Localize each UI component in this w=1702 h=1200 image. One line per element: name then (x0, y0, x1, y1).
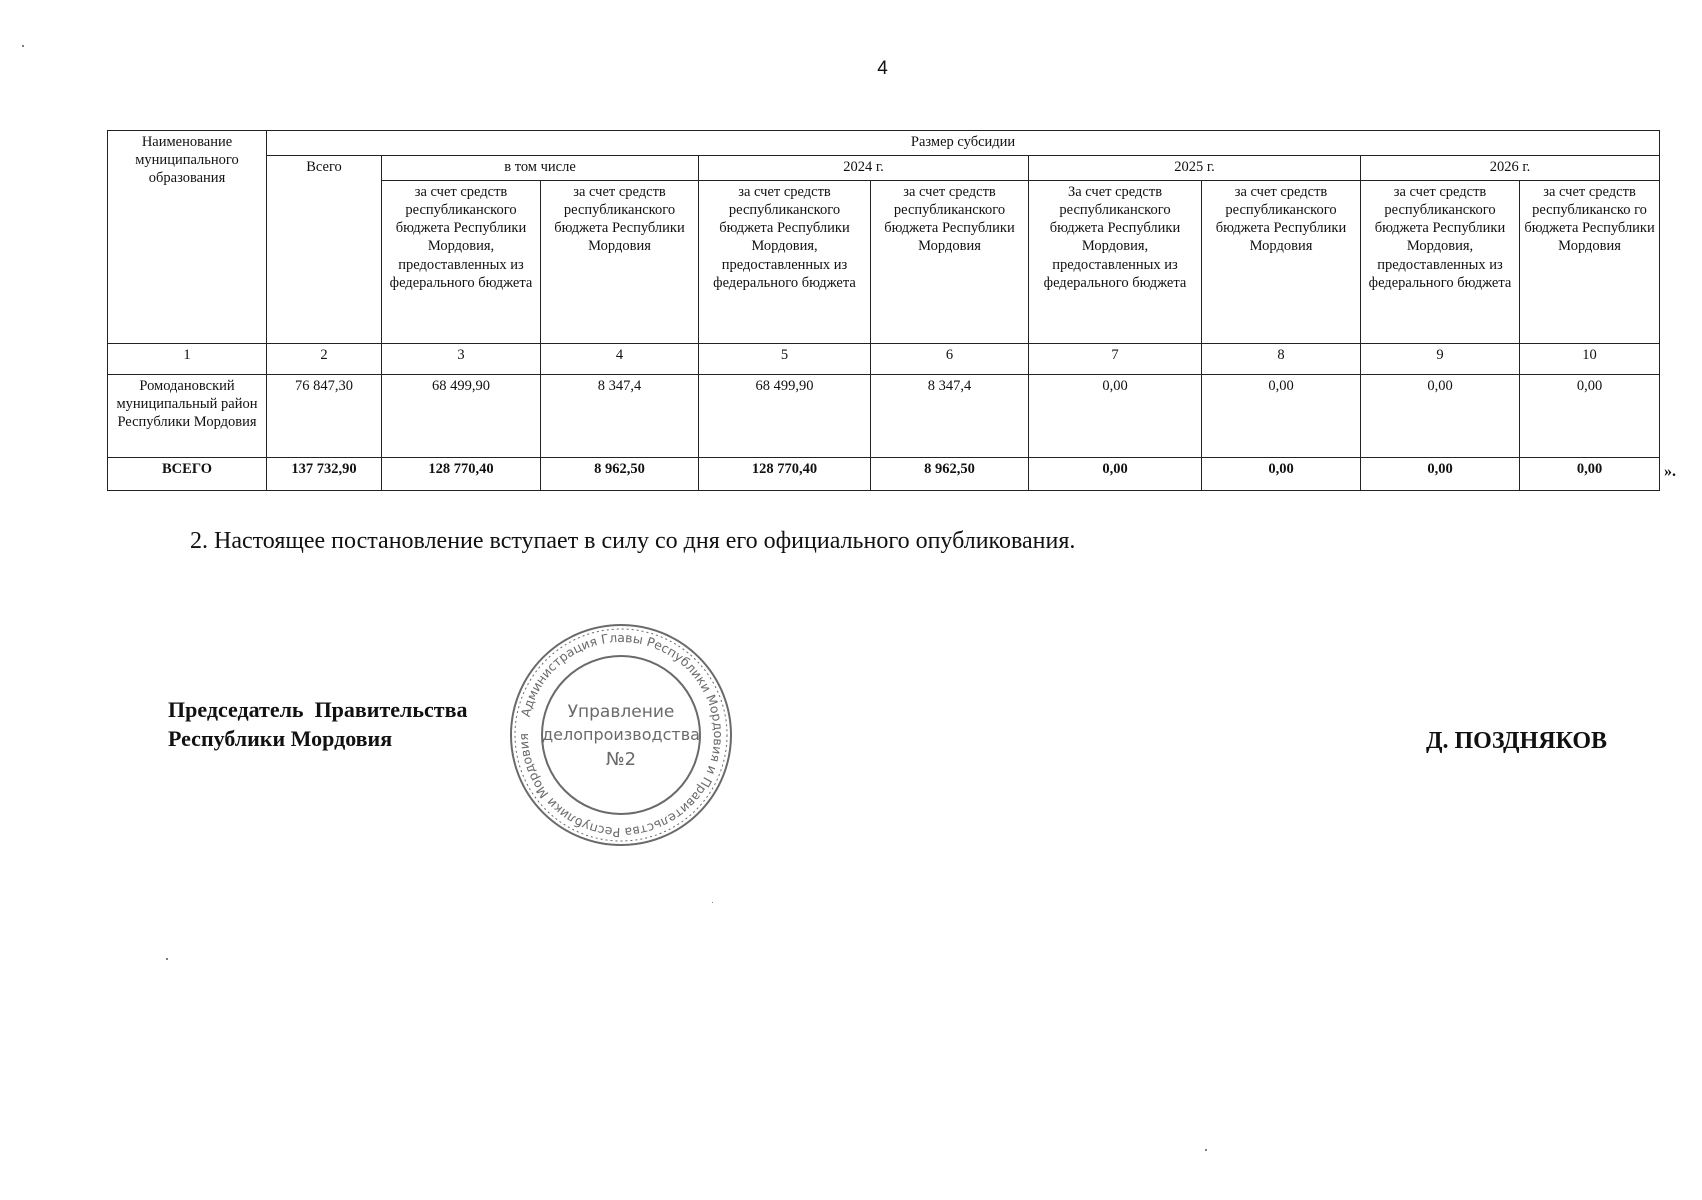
header-subcol: за счет средств республиканско го бюджета Республики Мордовия (1520, 181, 1660, 344)
total-label: ВСЕГО (108, 458, 267, 491)
scan-speck (1205, 1149, 1207, 1151)
column-number: 8 (1202, 344, 1361, 375)
total-cell: 0,00 (1361, 458, 1520, 491)
subsidy-table (107, 130, 1660, 491)
header-subcol: за счет средств республиканского бюджета Республики Мордовия, предоставленных из федерального бюджета (382, 181, 541, 344)
header-total: Всего (267, 156, 382, 344)
header-subcol: За счет средств республиканского бюджета Республики Мордовия, предоставленных из федерального бюджета (1029, 181, 1202, 344)
total-cell: 0,00 (1202, 458, 1361, 491)
signer-name: Д. ПОЗДНЯКОВ (1426, 728, 1608, 754)
table-cell: 0,00 (1361, 375, 1520, 458)
header-subcol: за счет средств республиканского бюджета Республики Мордовия (871, 181, 1029, 344)
total-cell: 0,00 (1029, 458, 1202, 491)
header-including: в том числе (382, 156, 699, 181)
header-subcol: за счет средств республиканского бюджета Республики Мордовия, предоставленных из федерального бюджета (1361, 181, 1520, 344)
table-cell: 68 499,90 (382, 375, 541, 458)
header-subcol: за счет средств республиканского бюджета Республики Мордовия, предоставленных из федерального бюджета (699, 181, 871, 344)
seal-line-1: Управление (567, 702, 675, 722)
table-cell: 0,00 (1202, 375, 1361, 458)
total-cell: 137 732,90 (267, 458, 382, 491)
closing-quote-mark: ». (1664, 463, 1676, 480)
signer-title-line-2: Республики Мордовия (168, 725, 393, 751)
signer-title-line-1: Председатель Правительства (168, 697, 468, 722)
column-number: 6 (871, 344, 1029, 375)
total-cell: 8 962,50 (541, 458, 699, 491)
total-cell: 8 962,50 (871, 458, 1029, 491)
table-cell: 8 347,4 (541, 375, 699, 458)
total-cell: 128 770,40 (382, 458, 541, 491)
seal-outer-text: Администрация Главы Республики Мордовия и Правительства Республики Мордовия (515, 629, 727, 841)
table-cell: 76 847,30 (267, 375, 382, 458)
header-year-2026: 2026 г. (1361, 156, 1660, 181)
column-number: 4 (541, 344, 699, 375)
page-number: 4 (877, 58, 888, 79)
scan-speck (166, 958, 168, 960)
header-municipality: Наименование муниципального образования (108, 131, 267, 344)
total-cell: 0,00 (1520, 458, 1660, 491)
table-cell: 0,00 (1029, 375, 1202, 458)
table-cell: 68 499,90 (699, 375, 871, 458)
table-cell: 8 347,4 (871, 375, 1029, 458)
total-cell: 128 770,40 (699, 458, 871, 491)
column-number: 3 (382, 344, 541, 375)
seal-line-2: делопроизводства (542, 725, 700, 744)
column-number: 2 (267, 344, 382, 375)
header-subsidy-size: Размер субсидии (267, 131, 1660, 156)
column-number: 9 (1361, 344, 1520, 375)
column-number-row (108, 344, 1660, 375)
column-number: 10 (1520, 344, 1660, 375)
official-seal (508, 622, 734, 848)
header-subcol: за счет средств республиканского бюджета Республики Мордовия (1202, 181, 1361, 344)
seal-line-3: №2 (605, 749, 637, 770)
municipality-name: Ромодановский муниципальный район Республики Мордовия (108, 375, 267, 458)
header-subcol: за счет средств республиканского бюджета Республики Мордовия (541, 181, 699, 344)
clause-text: 2. Настоящее постановление вступает в силу со дня его официального опубликования. (190, 528, 1076, 554)
header-year-2025: 2025 г. (1029, 156, 1361, 181)
table-cell: 0,00 (1520, 375, 1660, 458)
total-row (108, 458, 1660, 491)
scan-speck (22, 45, 24, 47)
column-number: 7 (1029, 344, 1202, 375)
scan-speck (712, 902, 713, 903)
signer-title (168, 696, 467, 753)
column-number: 5 (699, 344, 871, 375)
header-year-2024: 2024 г. (699, 156, 1029, 181)
table-row (108, 375, 1660, 458)
column-number: 1 (108, 344, 267, 375)
